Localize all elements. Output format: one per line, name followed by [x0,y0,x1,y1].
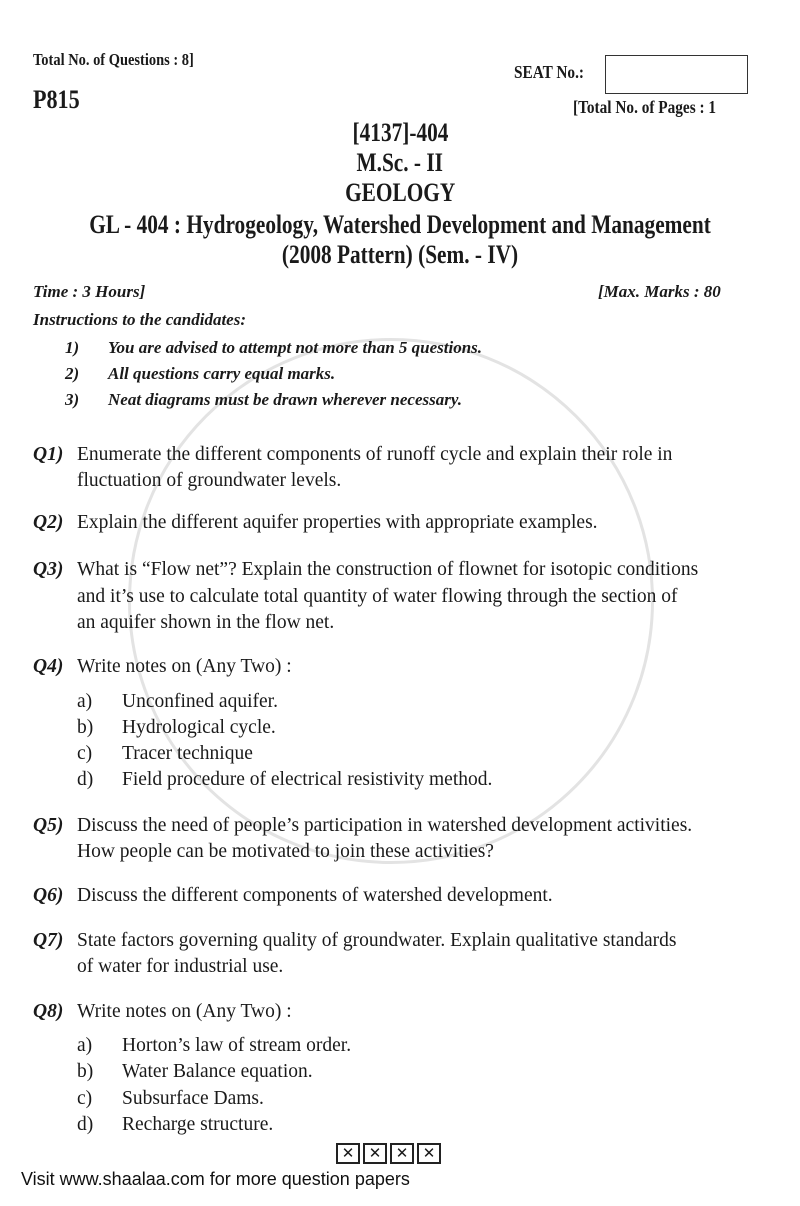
instruction-text: You are advised to attempt not more than 5 questions. [108,338,483,357]
instruction-number: 3) [65,390,80,409]
sub-item-letter: c) [77,743,93,764]
instruction-text: All questions carry equal marks. [108,364,336,383]
question-text: of water for industrial use. [77,956,284,977]
question-label: Q1) [33,444,64,465]
sub-item-letter: b) [77,1061,94,1082]
pattern: (2008 Pattern) (Sem. - IV) [281,240,519,269]
question-text: Discuss the different components of watershed development. [77,885,553,906]
question-text: Enumerate the different components of runoff cycle and explain their role in [77,444,673,465]
question-text: fluctuation of groundwater levels. [77,470,342,491]
question-text: State factors governing quality of groundwater. Explain qualitative standards [77,930,677,951]
sub-item-letter: a) [77,1035,93,1056]
question-text: What is “Flow net”? Explain the construction of flownet for isotopic conditions [77,559,699,580]
question-label: Q7) [33,930,64,951]
paper-code: P815 [33,85,80,114]
sub-item-text: Hydrological cycle. [122,717,276,738]
sub-item-text: Horton’s law of stream order. [122,1035,352,1056]
question-text: Write notes on (Any Two) : [77,1001,292,1022]
instructions-title: Instructions to the candidates: [33,310,247,329]
cross-box-icon: ✕ [390,1143,414,1164]
question-label: Q5) [33,815,64,836]
sub-item-text: Recharge structure. [122,1114,274,1135]
sub-item-text: Subsurface Dams. [122,1088,264,1109]
sub-item-text: Field procedure of electrical resistivity method. [122,769,493,790]
instruction-number: 2) [65,364,80,383]
instruction-number: 1) [65,338,80,357]
sub-item-letter: d) [77,769,94,790]
footer-link[interactable]: Visit www.shaalaa.com for more question papers [21,1169,410,1189]
seat-label: SEAT No.: [514,62,585,82]
sub-item-letter: b) [77,717,94,738]
question-label: Q2) [33,512,64,533]
course: M.Sc. - II [356,148,444,177]
end-marks [336,1143,444,1164]
question-label: Q6) [33,885,64,906]
sub-item-letter: c) [77,1088,93,1109]
subject: GEOLOGY [344,178,456,207]
question-label: Q3) [33,559,64,580]
question-label: Q4) [33,656,64,677]
question-text: Write notes on (Any Two) : [77,656,292,677]
paper-title: GL - 404 : Hydrogeology, Watershed Development and Management [89,210,711,239]
cross-box-icon: ✕ [336,1143,360,1164]
total-pages: [Total No. of Pages : 1 [573,97,717,117]
sub-item-text: Unconfined aquifer. [122,691,278,712]
sub-item-letter: d) [77,1114,94,1135]
question-text: and it’s use to calculate total quantity of water flowing through the section of [77,586,678,607]
instruction-text: Neat diagrams must be drawn wherever necessary. [108,390,463,409]
seat-number-box [605,55,748,94]
question-label: Q8) [33,1001,64,1022]
exam-code: [4137]-404 [352,118,448,147]
cross-box-icon: ✕ [363,1143,387,1164]
question-text: an aquifer shown in the flow net. [77,612,335,633]
question-text: Explain the different aquifer properties with appropriate examples. [77,512,598,533]
total-questions: Total No. of Questions : 8] [33,50,194,69]
max-marks: [Max. Marks : 80 [598,282,721,301]
sub-item-text: Tracer technique [122,743,253,764]
sub-item-letter: a) [77,691,93,712]
question-text: How people can be motivated to join these activities? [77,841,494,862]
cross-box-icon: ✕ [417,1143,441,1164]
question-text: Discuss the need of people’s participation in watershed development activities. [77,815,693,836]
time: Time : 3 Hours] [33,282,146,301]
sub-item-text: Water Balance equation. [122,1061,313,1082]
